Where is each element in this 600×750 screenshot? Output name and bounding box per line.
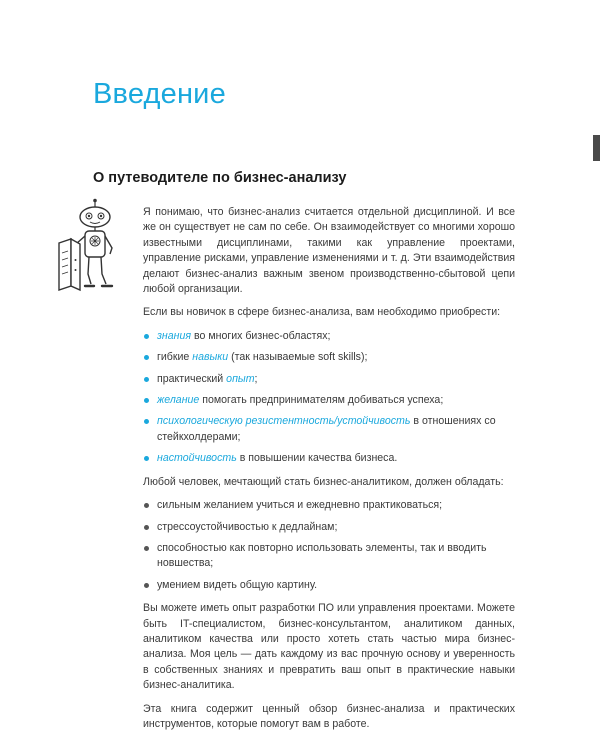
list-item: психологическую резистентность/устойчивость в отношениях со стейкхолдерами; — [143, 414, 515, 445]
keyword: опыт — [226, 372, 255, 385]
robot-illustration — [56, 198, 132, 302]
list-item: умением видеть общую картину. — [143, 578, 515, 593]
analyst-lead: Любой человек, мечтающий стать бизнес-аналитиком, должен обладать: — [143, 475, 504, 488]
experience-paragraph: Вы можете иметь опыт разработки ПО или управления проектами. Можете быть IT-специалистом, бизнес-консультантом, аналитиком данных, аналитиком качества или просто хотеть стать частью мира бизнес-анализа. Моя цель — дать каждому из вас прочную основу и уверенность в собственных знаниях и превратить ваш опыт в практические навыки бизнес-аналитика. — [143, 602, 515, 692]
body-text — [143, 205, 515, 740]
qualities-list — [143, 498, 515, 593]
list-item: способностью как повторно использовать элементы, так и вводить новшества; — [143, 541, 515, 572]
chapter-title: Введение — [93, 78, 226, 110]
list-item: практический опыт; — [143, 372, 515, 387]
intro-paragraph: Я понимаю, что бизнес-анализ считается отдельной дисциплиной. И все же он существует не сам по себе. Он взаимодействует со многими хорошо известными дисциплинами, такими как управление проектами, управление рисками, управление изменениями и т. д. Эти взаимодействия делают бизнес-анализ важным звеном производственно-сбытовой цепи любой организации. — [143, 206, 515, 296]
list-item: желание помогать предпринимателям добиваться успеха; — [143, 393, 515, 408]
section-title: О путеводителе по бизнес-анализу — [93, 170, 347, 186]
keyword: психологическую резистентность/устойчивость — [157, 415, 411, 428]
skills-list — [143, 329, 515, 467]
list-item: настойчивость в повышении качества бизнеса. — [143, 451, 515, 466]
keyword: навыки — [192, 351, 229, 364]
list-item: гибкие навыки (так называемые soft skills); — [143, 350, 515, 365]
page-edge-tab — [593, 135, 600, 161]
list-item: сильным желанием учиться и ежедневно практиковаться; — [143, 498, 515, 513]
closing-paragraph: Эта книга содержит ценный обзор бизнес-анализа и практических инструментов, которые помогут вам в работе. — [143, 702, 515, 730]
list-item: стрессоустойчивостью к дедлайнам; — [143, 520, 515, 535]
list-item: знания во многих бизнес-областях; — [143, 329, 515, 344]
keyword: настойчивость — [157, 452, 237, 465]
keyword: знания — [157, 329, 192, 342]
keyword: желание — [157, 394, 200, 407]
novice-lead: Если вы новичок в сфере бизнес-анализа, вам необходимо приобрести: — [143, 306, 501, 319]
